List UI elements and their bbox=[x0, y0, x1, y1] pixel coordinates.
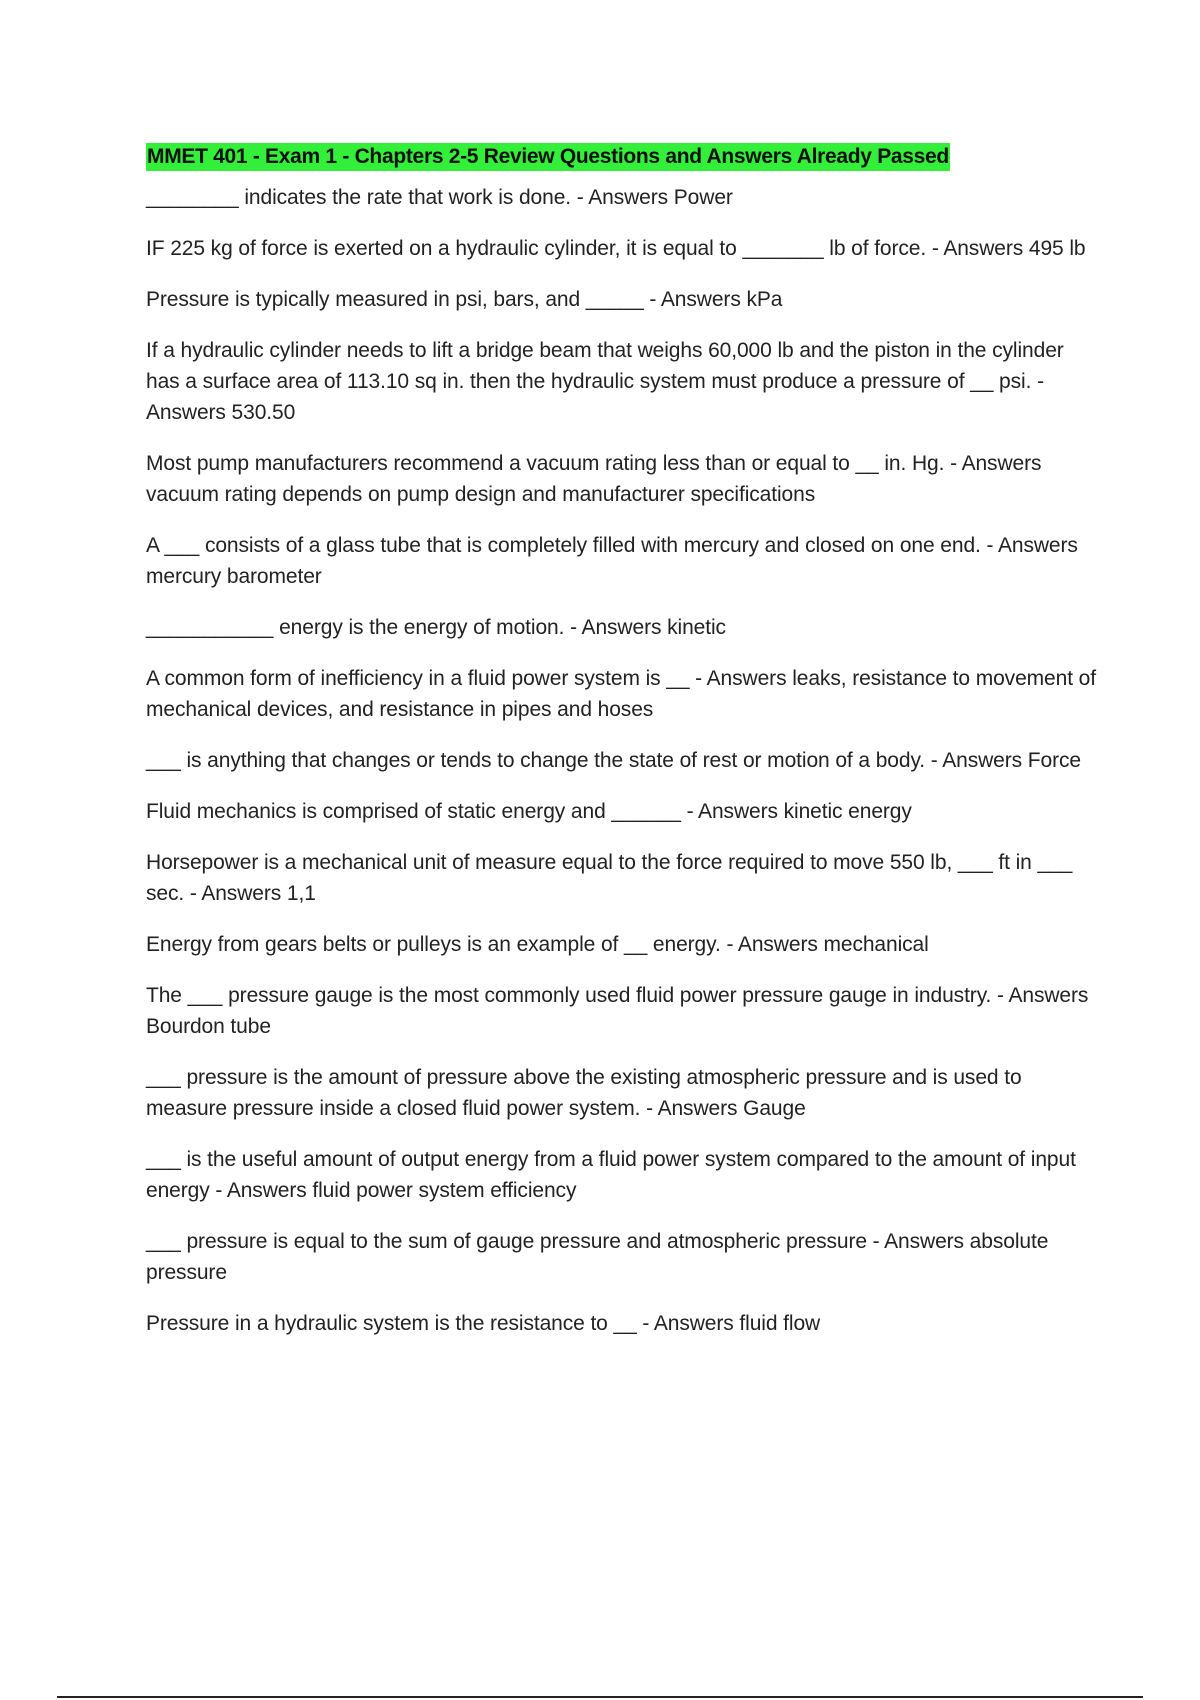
qa-item: Fluid mechanics is comprised of static energy and ______ - Answers kinetic energy bbox=[146, 800, 912, 823]
qa-item: ___ is anything that changes or tends to change the state of rest or motion of a body. - Answers Force bbox=[146, 749, 1081, 772]
qa-item: ________ indicates the rate that work is done. - Answers Power bbox=[146, 186, 733, 209]
qa-item: Horsepower is a mechanical unit of measure equal to the force required to move 550 lb, ___ ft in ___ sec. - Answers 1,1 bbox=[146, 851, 1073, 905]
qa-item: Pressure is typically measured in psi, bars, and _____ - Answers kPa bbox=[146, 288, 783, 311]
qa-item: ___ pressure is the amount of pressure above the existing atmospheric pressure and is used to measure pressure inside a closed fluid power system. - Answers Gauge bbox=[146, 1066, 1022, 1120]
document-title: MMET 401 - Exam 1 - Chapters 2-5 Review Questions and Answers Already Passed bbox=[146, 143, 950, 171]
qa-item: If a hydraulic cylinder needs to lift a bridge beam that weighs 60,000 lb and the piston in the cylinder has a surface area of 113.10 sq in. then the hydraulic system must produce a pressure of __ psi. - Answers 530.50 bbox=[146, 339, 1064, 424]
qa-list bbox=[146, 182, 1096, 1339]
qa-item: ___________ energy is the energy of motion. - Answers kinetic bbox=[146, 616, 726, 639]
footer-divider bbox=[57, 1696, 1143, 1698]
qa-item: A ___ consists of a glass tube that is completely filled with mercury and closed on one end. - Answers mercury barometer bbox=[146, 534, 1078, 588]
qa-item: Pressure in a hydraulic system is the resistance to __ - Answers fluid flow bbox=[146, 1312, 821, 1335]
qa-item: Most pump manufacturers recommend a vacuum rating less than or equal to __ in. Hg. - Answers vacuum rating depends on pump design and manufacturer specifications bbox=[146, 452, 1042, 506]
document-page bbox=[146, 143, 1096, 1359]
qa-item: ___ is the useful amount of output energy from a fluid power system compared to the amount of input energy - Answers fluid power system efficiency bbox=[146, 1148, 1076, 1202]
qa-item: IF 225 kg of force is exerted on a hydraulic cylinder, it is equal to _______ lb of force. - Answers 495 lb bbox=[146, 237, 1086, 260]
qa-item: ___ pressure is equal to the sum of gauge pressure and atmospheric pressure - Answers absolute pressure bbox=[146, 1230, 1049, 1284]
qa-item: A common form of inefficiency in a fluid power system is __ - Answers leaks, resistance to movement of mechanical devices, and resistance in pipes and hoses bbox=[146, 667, 1096, 721]
qa-item: Energy from gears belts or pulleys is an example of __ energy. - Answers mechanical bbox=[146, 933, 929, 956]
qa-item: The ___ pressure gauge is the most commonly used fluid power pressure gauge in industry. - Answers Bourdon tube bbox=[146, 984, 1089, 1038]
